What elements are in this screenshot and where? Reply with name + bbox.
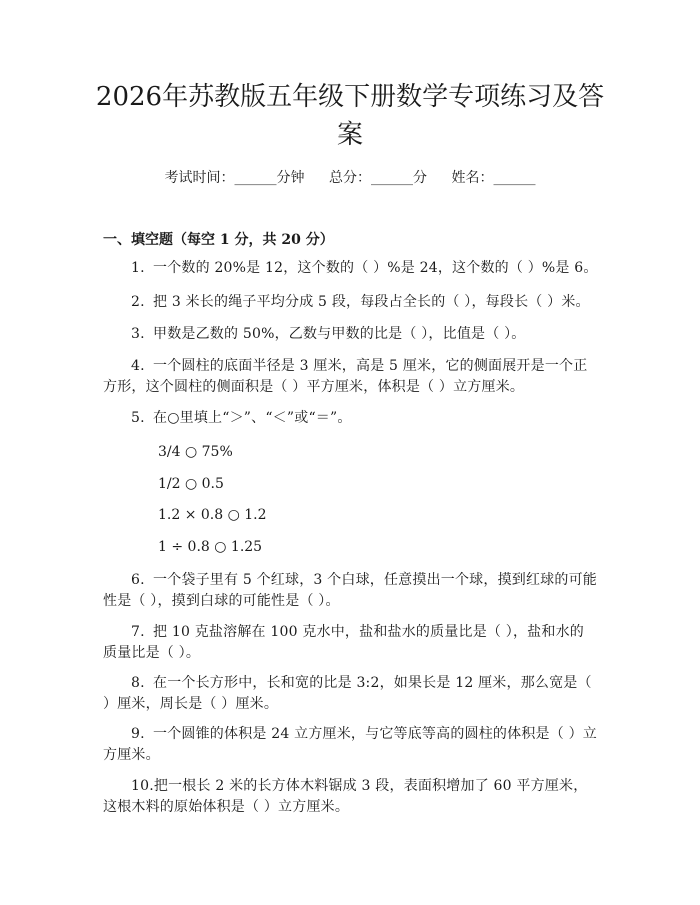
question-number: 1. [131,260,145,276]
question-number: 6. [131,572,145,588]
question-text: 把一根长 2 米的长方体木料锯成 3 段，表面积增加了 60 平方厘米，这根木料的原始体积是（ ）立方厘米。 [103,778,588,815]
question-7 [103,622,598,664]
question-2 [103,292,598,313]
question-number: 9. [131,726,145,742]
total-score-label: 总分：______分 [329,170,427,186]
question-8 [103,673,598,715]
question-9 [103,724,598,766]
comparison-item: 3/4 ○ 75% [158,444,233,460]
question-4 [103,356,598,398]
question-1 [103,258,598,279]
question-3 [103,324,598,345]
question-text: 甲数是乙数的 50%，乙数与甲数的比是（ ），比值是（ ）。 [153,326,526,342]
question-number: 5. [131,410,145,426]
question-5 [103,408,598,429]
question-10 [103,776,598,818]
comparison-item: 1/2 ○ 0.5 [158,476,224,492]
question-text: 一个圆锥的体积是 24 立方厘米，与它等底等高的圆柱的体积是（ ）立方厘米。 [103,726,597,763]
comparison-item: 1 ÷ 0.8 ○ 1.25 [158,539,263,555]
question-6 [103,570,598,612]
question-number: 4. [131,358,145,374]
question-text: 把 10 克盐溶解在 100 克水中，盐和盐水的质量比是（ ），盐和水的质量比是（ ）。 [103,624,584,661]
comparison-item: 1.2 × 0.8 ○ 1.2 [158,507,267,523]
exam-info-line [0,168,700,188]
question-text: 把 3 米长的绳子平均分成 5 段，每段占全长的（ ），每段长（ ）米。 [153,294,590,310]
section-heading: 一、填空题（每空 1 分，共 20 分） [103,232,334,248]
question-text: 在一个长方形中，长和宽的比是 3:2，如果长是 12 厘米，那么宽是（ ）厘米，周长是（ ）厘米。 [103,675,592,712]
question-text: 一个圆柱的底面半径是 3 厘米，高是 5 厘米，它的侧面展开是一个正方形，这个圆柱的侧面积是（ ）平方厘米，体积是（ ）立方厘米。 [103,358,588,395]
question-number: 10. [131,778,154,794]
question-number: 8. [131,675,145,691]
document-title: 2026年苏教版五年级下册数学专项练习及答案 [95,82,605,150]
question-text: 一个袋子里有 5 个红球，3 个白球，任意摸出一个球，摸到红球的可能性是（ ），摸到白球的可能性是（ ）。 [103,572,597,609]
question-text: 一个数的 20%是 12，这个数的（ ）%是 24，这个数的（ ）%是 6。 [153,260,598,276]
question-number: 2. [131,294,145,310]
question-number: 3. [131,326,145,342]
student-name-label: 姓名：______ [451,170,536,186]
question-text: 在○里填上“＞”、“＜”或“＝”。 [153,410,352,426]
exam-time-label: 考试时间：______分钟 [164,170,305,186]
question-number: 7. [131,624,145,640]
